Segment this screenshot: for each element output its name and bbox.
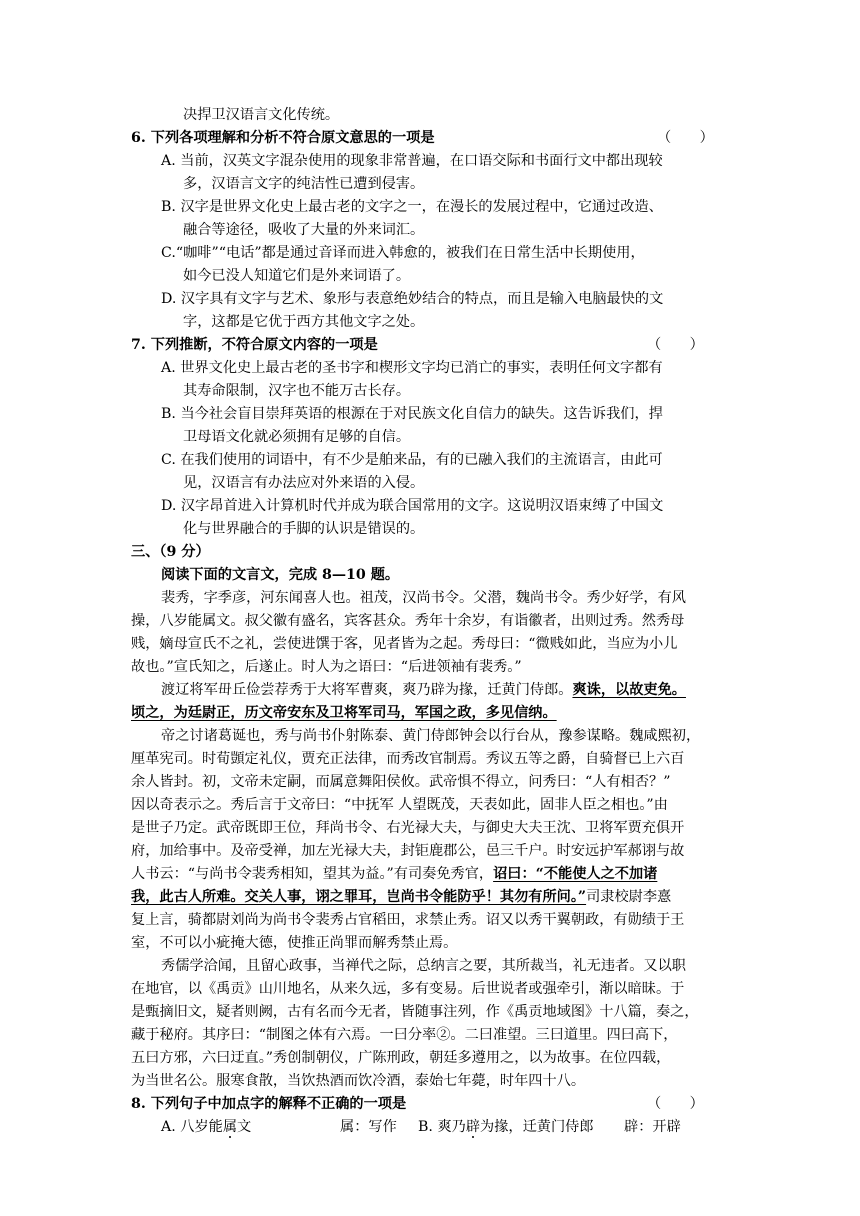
passage-p1-line2: 操，八岁能属文。叔父徽有盛名，宾客甚众。秀年十余岁，有诣徽者，出则过秀。然秀母 [131, 613, 685, 629]
passage-p1-line4: 故也。”宣氏知之，后遂止。时人为之语曰：“后进领袖有裴秀。” [131, 659, 522, 675]
passage-p2-underlined-1: 爽诛，以故吏免。 [572, 682, 686, 698]
q7-answer-paren: （ ） [647, 337, 704, 353]
passage-p3-line5: 是世子乃定。武帝既即王位，拜尚书令、右光禄大夫，与御史大夫王沈、卫将军贾充俱开 [131, 820, 685, 836]
passage-p3-underlined-1: 诏曰：“不能使人之不加诸 [493, 866, 658, 882]
passage-p3-line9: 复上言，骑都尉刘尚为尚书令裴秀占官稻田，求禁止秀。诏又以秀干翼朝政，有勋绩于王 [131, 912, 685, 928]
passage-p3-text-2: 司隶校尉李憙 [586, 889, 672, 905]
q8-answer-paren: （ ） [647, 1096, 704, 1112]
q8-option-a-post: 文 [237, 1119, 252, 1135]
q7-option-c-line1: C. 在我们使用的词语中，有不少是舶来品，有的已融入我们的主流语言，由此可 [161, 452, 663, 468]
q7-option-a-line1: A. 世界文化史上最古老的圣书字和楔形文字均已消亡的事实，表明任何文字都有 [161, 360, 663, 376]
passage-p3-line6: 府，加给事中。及帝受禅，加左光禄大夫，封钜鹿郡公，邑三千户。时安远护军郝诩与故 [131, 843, 685, 859]
q6-option-b-line2: 融合等途径，吸收了大量的外来词汇。 [183, 222, 425, 238]
q6-stem: 6. 下列各项理解和分析不符合原文意思的一项是 [131, 130, 435, 146]
section-3-heading: 三、（9 分） [131, 544, 210, 560]
passage-p1-line1: 裴秀，字季彦，河东闻喜人也。祖茂，汉尚书令。父潜，魏尚书令。秀少好学，有风 [161, 590, 686, 606]
q8-option-b-dotted-char: 辟 [465, 1119, 481, 1135]
passage-p2-line1 [161, 679, 686, 701]
passage-p3-line10: 室，不可以小疵掩大德，使推正尚罪而解秀禁止焉。 [131, 935, 458, 951]
passage-p3-line1: 帝之讨诸葛诞也，秀与尚书仆射陈泰、黄门侍郎钟会以行台从，豫参谋略。魏咸熙初， [161, 728, 701, 744]
q7-option-b-line1: B. 当今社会盲目崇拜英语的根源在于对民族文化自信力的缺失。这告诉我们，捍 [161, 406, 663, 422]
passage-p3-line2: 厘革宪司。时荀顗定礼仪，贾充正法律，而秀改官制焉。秀议五等之爵，自骑督已上六百 [131, 751, 685, 767]
q7-option-d-line1: D. 汉字昂首进入计算机时代并成为联合国常用的文字。这说明汉语束缚了中国文 [161, 498, 664, 514]
q6-option-b-line1: B. 汉字是世界文化史上最古老的文字之一，在漫长的发展过程中，它通过改造、 [161, 199, 663, 215]
q7-stem: 7. 下列推断，不符合原文内容的一项是 [131, 337, 378, 353]
q6-answer-paren: （ ） [657, 130, 714, 146]
passage-p3-line8 [131, 886, 671, 908]
q6-option-c-line1: C.“咖啡”“电话”都是通过音译而进入韩愈的，被我们在日常生活中长期使用， [161, 245, 645, 261]
passage-p4-line1: 秀儒学洽闻，且留心政事，当禅代之际，总纳言之要，其所裁当，礼无违者。又以职 [161, 958, 686, 974]
passage-p3-line3: 余人皆封。初，文帝未定嗣，而属意舞阳侯攸。武帝惧不得立，问秀曰：“人有相否？” [131, 774, 671, 790]
q8-option-b [418, 1116, 594, 1138]
q8-option-a-pre: A. 八岁能 [161, 1119, 223, 1135]
q7-option-b-line2: 卫母语文化就必须拥有足够的自信。 [183, 429, 411, 445]
passage-p4-line3: 是甄摘旧文，疑者则阙，古有名而今无者，皆随事注列，作《禹贡地域图》十八篇，奏之， [131, 1004, 699, 1020]
passage-p3-line4: 因以奇表示之。秀后言于文帝曰：“中抚军 人望既茂，天表如此，固非人臣之相也。”由 [131, 797, 668, 813]
q6-option-d-line1: D. 汉字具有文字与艺术、象形与表意绝妙结合的特点，而且是输入电脑最快的文 [161, 291, 664, 307]
q8-option-b-gloss: 辟：开辟 [624, 1119, 681, 1135]
q7-option-a-line2: 其寿命限制，汉字也不能万古长存。 [183, 383, 411, 399]
passage-p3-text: 人书云：“与尚书令裴秀相知，望其为益。”有司奏免秀官， [131, 866, 494, 882]
q8-stem: 8. 下列句子中加点字的解释不正确的一项是 [131, 1096, 407, 1112]
q6-option-a-line1: A. 当前，汉英文字混杂使用的现象非常普遍，在口语交际和书面行文中都出现较 [161, 153, 663, 169]
passage-p4-line2: 在地官，以《禹贡》山川地名，从来久远，多有变易。后世说者或强牵引，渐以暗昧。于 [131, 981, 685, 997]
passage-p2-line2 [131, 702, 557, 724]
q7-option-d-line2: 化与世界融合的手脚的认识是错误的。 [183, 521, 425, 537]
q6-option-d-line2: 字，这都是它优于西方其他文字之处。 [183, 314, 425, 330]
passage-p4-line4: 藏于秘府。其序曰：“制图之体有六焉。一曰分率②。二曰准望。三曰道里。四曰高下， [131, 1027, 678, 1043]
passage-p1-line3: 贱，嫡母宣氏不之礼，尝使进馔于客，见者皆为之起。秀母曰：“微贱如此，当应为小儿 [131, 636, 678, 652]
passage-p3-underlined-2: 我，此古人所难。交关人事，诩之罪耳，岂尚书令能防乎！其勿有所问。” [131, 889, 587, 905]
q8-option-a [161, 1116, 251, 1138]
q8-option-a-dotted-char: 属 [222, 1119, 238, 1135]
q8-option-b-pre: B. 爽乃 [418, 1119, 466, 1135]
passage-p4-line6: 为当世名公。服寒食散，当饮热酒而饮冷酒，泰始七年薨，时年四十八。 [131, 1073, 586, 1089]
passage-p3-line7 [131, 863, 657, 885]
q6-option-c-line2: 如今已没人知道它们是外来词语了。 [183, 268, 411, 284]
passage-p2-text: 渡辽将军毌丘俭尝荐秀于大将军曹爽，爽乃辟为掾，迁黄门侍郎。 [161, 682, 573, 698]
q7-option-c-line2: 见，汉语言有办法应对外来语的入侵。 [183, 475, 425, 491]
q8-option-b-post: 为掾，迁黄门侍郎 [480, 1119, 594, 1135]
top-line: 决捍卫汉语言文化传统。 [183, 107, 340, 123]
q6-option-a-line2: 多，汉语言文字的纯洁性已遭到侵害。 [183, 176, 425, 192]
passage-p4-line5: 五曰方邪，六曰迂直。”秀创制朝仪，广陈刑政，朝廷多遵用之，以为故事。在位四载， [131, 1050, 671, 1066]
q8-option-a-gloss: 属：写作 [340, 1119, 397, 1135]
passage-p2-underlined-2: 顷之，为廷尉正，历文帝安东及卫将军司马，军国之政，多见信纳。 [131, 705, 557, 721]
section-3-instruction: 阅读下面的文言文，完成 8—10 题。 [161, 567, 400, 583]
